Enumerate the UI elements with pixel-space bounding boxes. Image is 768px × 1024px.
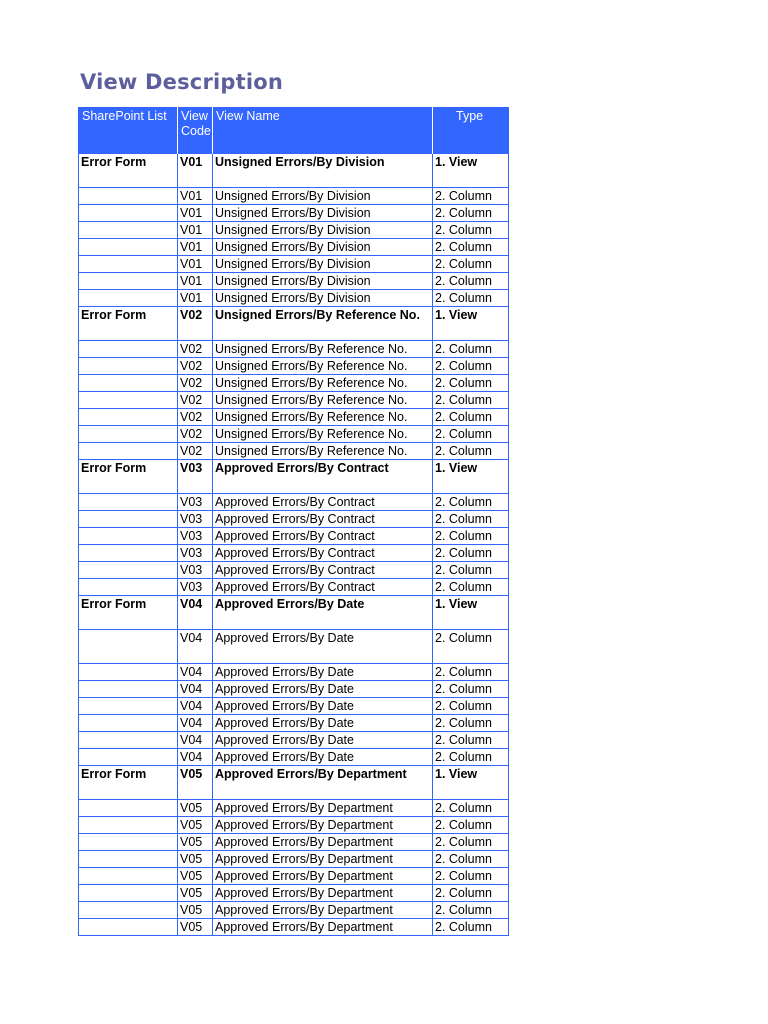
table-row <box>79 748 509 765</box>
table-row <box>79 714 509 731</box>
cell-view-code: V03 <box>178 459 213 493</box>
cell-type: 2. Column <box>433 544 509 561</box>
table-row <box>79 527 509 544</box>
cell-sharepoint-list <box>79 799 178 816</box>
cell-view-code: V02 <box>178 340 213 357</box>
view-description-table <box>78 107 509 936</box>
cell-view-name: Unsigned Errors/By Division <box>213 204 433 221</box>
table-row <box>79 255 509 272</box>
cell-view-name: Unsigned Errors/By Reference No. <box>213 408 433 425</box>
cell-view-name: Unsigned Errors/By Division <box>213 153 433 187</box>
cell-type: 1. View <box>433 306 509 340</box>
cell-view-name: Approved Errors/By Department <box>213 901 433 918</box>
cell-type: 2. Column <box>433 238 509 255</box>
table-row <box>79 901 509 918</box>
cell-type: 2. Column <box>433 187 509 204</box>
cell-view-code: V01 <box>178 221 213 238</box>
table-row-view <box>79 765 509 799</box>
cell-view-code: V05 <box>178 799 213 816</box>
table-row <box>79 884 509 901</box>
cell-sharepoint-list: Error Form <box>79 765 178 799</box>
cell-sharepoint-list <box>79 816 178 833</box>
cell-view-name: Approved Errors/By Contract <box>213 493 433 510</box>
cell-view-name: Approved Errors/By Date <box>213 629 433 663</box>
cell-view-code: V05 <box>178 918 213 935</box>
table-row <box>79 680 509 697</box>
table-row-view <box>79 595 509 629</box>
table-row <box>79 204 509 221</box>
cell-view-name: Unsigned Errors/By Reference No. <box>213 340 433 357</box>
cell-sharepoint-list <box>79 867 178 884</box>
cell-sharepoint-list <box>79 255 178 272</box>
cell-sharepoint-list <box>79 527 178 544</box>
cell-view-name: Approved Errors/By Date <box>213 748 433 765</box>
cell-sharepoint-list <box>79 510 178 527</box>
cell-type: 2. Column <box>433 663 509 680</box>
table-row <box>79 493 509 510</box>
cell-view-name: Approved Errors/By Contract <box>213 459 433 493</box>
cell-sharepoint-list <box>79 357 178 374</box>
cell-type: 2. Column <box>433 578 509 595</box>
cell-sharepoint-list <box>79 884 178 901</box>
cell-type: 2. Column <box>433 867 509 884</box>
table-row <box>79 391 509 408</box>
cell-view-name: Approved Errors/By Date <box>213 595 433 629</box>
cell-type: 2. Column <box>433 527 509 544</box>
header-view-code <box>178 107 213 153</box>
cell-view-code: V02 <box>178 408 213 425</box>
cell-view-code: V04 <box>178 697 213 714</box>
cell-type: 2. Column <box>433 493 509 510</box>
table-row <box>79 221 509 238</box>
cell-view-code: V01 <box>178 255 213 272</box>
table-body <box>79 153 509 935</box>
cell-type: 2. Column <box>433 255 509 272</box>
cell-view-code: V02 <box>178 306 213 340</box>
table-row <box>79 510 509 527</box>
cell-view-name: Approved Errors/By Contract <box>213 578 433 595</box>
cell-view-name: Approved Errors/By Department <box>213 765 433 799</box>
cell-type: 2. Column <box>433 799 509 816</box>
header-view-name: View Name <box>213 107 433 153</box>
cell-type: 1. View <box>433 595 509 629</box>
cell-view-name: Unsigned Errors/By Division <box>213 272 433 289</box>
cell-view-name: Unsigned Errors/By Division <box>213 238 433 255</box>
cell-view-name: Approved Errors/By Department <box>213 799 433 816</box>
table-row-view <box>79 459 509 493</box>
cell-view-name: Approved Errors/By Date <box>213 680 433 697</box>
cell-sharepoint-list <box>79 544 178 561</box>
cell-type: 2. Column <box>433 425 509 442</box>
table-row <box>79 357 509 374</box>
cell-type: 2. Column <box>433 629 509 663</box>
table-row <box>79 918 509 935</box>
cell-view-name: Unsigned Errors/By Reference No. <box>213 442 433 459</box>
cell-view-name: Unsigned Errors/By Division <box>213 289 433 306</box>
cell-view-name: Approved Errors/By Contract <box>213 510 433 527</box>
cell-view-name: Unsigned Errors/By Division <box>213 187 433 204</box>
table-row <box>79 663 509 680</box>
header-sharepoint-list: SharePoint List <box>79 107 178 153</box>
cell-sharepoint-list <box>79 850 178 867</box>
cell-sharepoint-list <box>79 289 178 306</box>
cell-type: 2. Column <box>433 408 509 425</box>
cell-sharepoint-list <box>79 697 178 714</box>
cell-view-name: Approved Errors/By Department <box>213 816 433 833</box>
header-view-code-label: View Code <box>181 109 211 138</box>
cell-view-name: Unsigned Errors/By Reference No. <box>213 357 433 374</box>
table-row <box>79 289 509 306</box>
cell-view-name: Approved Errors/By Department <box>213 850 433 867</box>
table-row <box>79 442 509 459</box>
cell-view-code: V04 <box>178 680 213 697</box>
cell-type: 2. Column <box>433 884 509 901</box>
cell-view-name: Approved Errors/By Department <box>213 833 433 850</box>
cell-sharepoint-list <box>79 204 178 221</box>
cell-type: 2. Column <box>433 357 509 374</box>
cell-view-name: Approved Errors/By Department <box>213 918 433 935</box>
cell-view-name: Approved Errors/By Date <box>213 731 433 748</box>
page-title: View Description <box>80 70 284 94</box>
cell-sharepoint-list <box>79 408 178 425</box>
cell-type: 2. Column <box>433 850 509 867</box>
cell-type: 2. Column <box>433 680 509 697</box>
cell-sharepoint-list <box>79 561 178 578</box>
cell-type: 2. Column <box>433 833 509 850</box>
cell-sharepoint-list <box>79 493 178 510</box>
cell-type: 2. Column <box>433 391 509 408</box>
cell-sharepoint-list <box>79 833 178 850</box>
cell-view-code: V04 <box>178 629 213 663</box>
cell-sharepoint-list <box>79 425 178 442</box>
cell-type: 2. Column <box>433 561 509 578</box>
cell-view-code: V05 <box>178 884 213 901</box>
cell-view-name: Unsigned Errors/By Reference No. <box>213 306 433 340</box>
cell-view-code: V01 <box>178 289 213 306</box>
cell-view-code: V03 <box>178 493 213 510</box>
table-row <box>79 238 509 255</box>
table-row <box>79 187 509 204</box>
cell-type: 1. View <box>433 459 509 493</box>
cell-view-code: V02 <box>178 391 213 408</box>
cell-view-code: V02 <box>178 374 213 391</box>
cell-sharepoint-list <box>79 714 178 731</box>
cell-view-code: V05 <box>178 901 213 918</box>
table-row <box>79 799 509 816</box>
cell-view-name: Approved Errors/By Date <box>213 697 433 714</box>
cell-sharepoint-list <box>79 578 178 595</box>
cell-sharepoint-list <box>79 680 178 697</box>
cell-sharepoint-list: Error Form <box>79 306 178 340</box>
cell-view-code: V05 <box>178 867 213 884</box>
table-row <box>79 425 509 442</box>
cell-view-name: Unsigned Errors/By Division <box>213 221 433 238</box>
cell-sharepoint-list <box>79 272 178 289</box>
cell-view-code: V03 <box>178 561 213 578</box>
cell-type: 2. Column <box>433 901 509 918</box>
cell-view-code: V04 <box>178 595 213 629</box>
cell-view-code: V02 <box>178 357 213 374</box>
cell-type: 2. Column <box>433 510 509 527</box>
table-row <box>79 697 509 714</box>
cell-view-code: V04 <box>178 731 213 748</box>
cell-type: 1. View <box>433 153 509 187</box>
cell-view-name: Approved Errors/By Contract <box>213 544 433 561</box>
cell-sharepoint-list <box>79 442 178 459</box>
cell-view-name: Approved Errors/By Date <box>213 714 433 731</box>
cell-sharepoint-list <box>79 731 178 748</box>
cell-view-code: V03 <box>178 578 213 595</box>
cell-view-code: V05 <box>178 765 213 799</box>
cell-type: 2. Column <box>433 697 509 714</box>
cell-type: 2. Column <box>433 340 509 357</box>
cell-sharepoint-list: Error Form <box>79 595 178 629</box>
cell-sharepoint-list: Error Form <box>79 153 178 187</box>
cell-type: 2. Column <box>433 204 509 221</box>
cell-view-code: V05 <box>178 850 213 867</box>
table-row <box>79 867 509 884</box>
cell-type: 2. Column <box>433 816 509 833</box>
cell-sharepoint-list <box>79 221 178 238</box>
cell-view-code: V01 <box>178 153 213 187</box>
cell-sharepoint-list <box>79 918 178 935</box>
table-row-view <box>79 306 509 340</box>
cell-type: 2. Column <box>433 221 509 238</box>
cell-sharepoint-list <box>79 187 178 204</box>
table-row <box>79 561 509 578</box>
table-row <box>79 544 509 561</box>
table-row <box>79 340 509 357</box>
cell-view-code: V03 <box>178 544 213 561</box>
cell-view-name: Approved Errors/By Department <box>213 884 433 901</box>
cell-sharepoint-list <box>79 340 178 357</box>
cell-type: 2. Column <box>433 272 509 289</box>
cell-sharepoint-list <box>79 629 178 663</box>
cell-view-code: V02 <box>178 425 213 442</box>
cell-type: 2. Column <box>433 918 509 935</box>
header-type: Type <box>433 107 509 153</box>
table-row <box>79 629 509 663</box>
cell-type: 2. Column <box>433 374 509 391</box>
cell-type: 2. Column <box>433 748 509 765</box>
cell-type: 1. View <box>433 765 509 799</box>
cell-view-name: Approved Errors/By Contract <box>213 561 433 578</box>
cell-view-code: V01 <box>178 272 213 289</box>
cell-type: 2. Column <box>433 714 509 731</box>
cell-view-code: V04 <box>178 663 213 680</box>
cell-view-code: V05 <box>178 816 213 833</box>
cell-view-code: V04 <box>178 748 213 765</box>
cell-view-name: Approved Errors/By Contract <box>213 527 433 544</box>
cell-view-code: V03 <box>178 527 213 544</box>
cell-view-code: V03 <box>178 510 213 527</box>
cell-view-name: Approved Errors/By Date <box>213 663 433 680</box>
table-row <box>79 374 509 391</box>
cell-view-name: Unsigned Errors/By Reference No. <box>213 374 433 391</box>
cell-sharepoint-list <box>79 748 178 765</box>
cell-view-code: V05 <box>178 833 213 850</box>
table-row <box>79 833 509 850</box>
cell-view-name: Unsigned Errors/By Reference No. <box>213 391 433 408</box>
cell-view-code: V01 <box>178 187 213 204</box>
cell-sharepoint-list <box>79 901 178 918</box>
table-row-view <box>79 153 509 187</box>
cell-sharepoint-list <box>79 374 178 391</box>
cell-view-code: V01 <box>178 204 213 221</box>
cell-sharepoint-list <box>79 391 178 408</box>
table-row <box>79 850 509 867</box>
table-row <box>79 731 509 748</box>
cell-type: 2. Column <box>433 289 509 306</box>
table-row <box>79 578 509 595</box>
table-header-row <box>79 107 509 153</box>
table-row <box>79 408 509 425</box>
cell-sharepoint-list <box>79 238 178 255</box>
cell-sharepoint-list <box>79 663 178 680</box>
cell-view-code: V01 <box>178 238 213 255</box>
cell-type: 2. Column <box>433 442 509 459</box>
cell-view-name: Unsigned Errors/By Division <box>213 255 433 272</box>
cell-sharepoint-list: Error Form <box>79 459 178 493</box>
table-row <box>79 272 509 289</box>
table-row <box>79 816 509 833</box>
cell-view-name: Approved Errors/By Department <box>213 867 433 884</box>
cell-view-code: V02 <box>178 442 213 459</box>
cell-type: 2. Column <box>433 731 509 748</box>
cell-view-code: V04 <box>178 714 213 731</box>
cell-view-name: Unsigned Errors/By Reference No. <box>213 425 433 442</box>
